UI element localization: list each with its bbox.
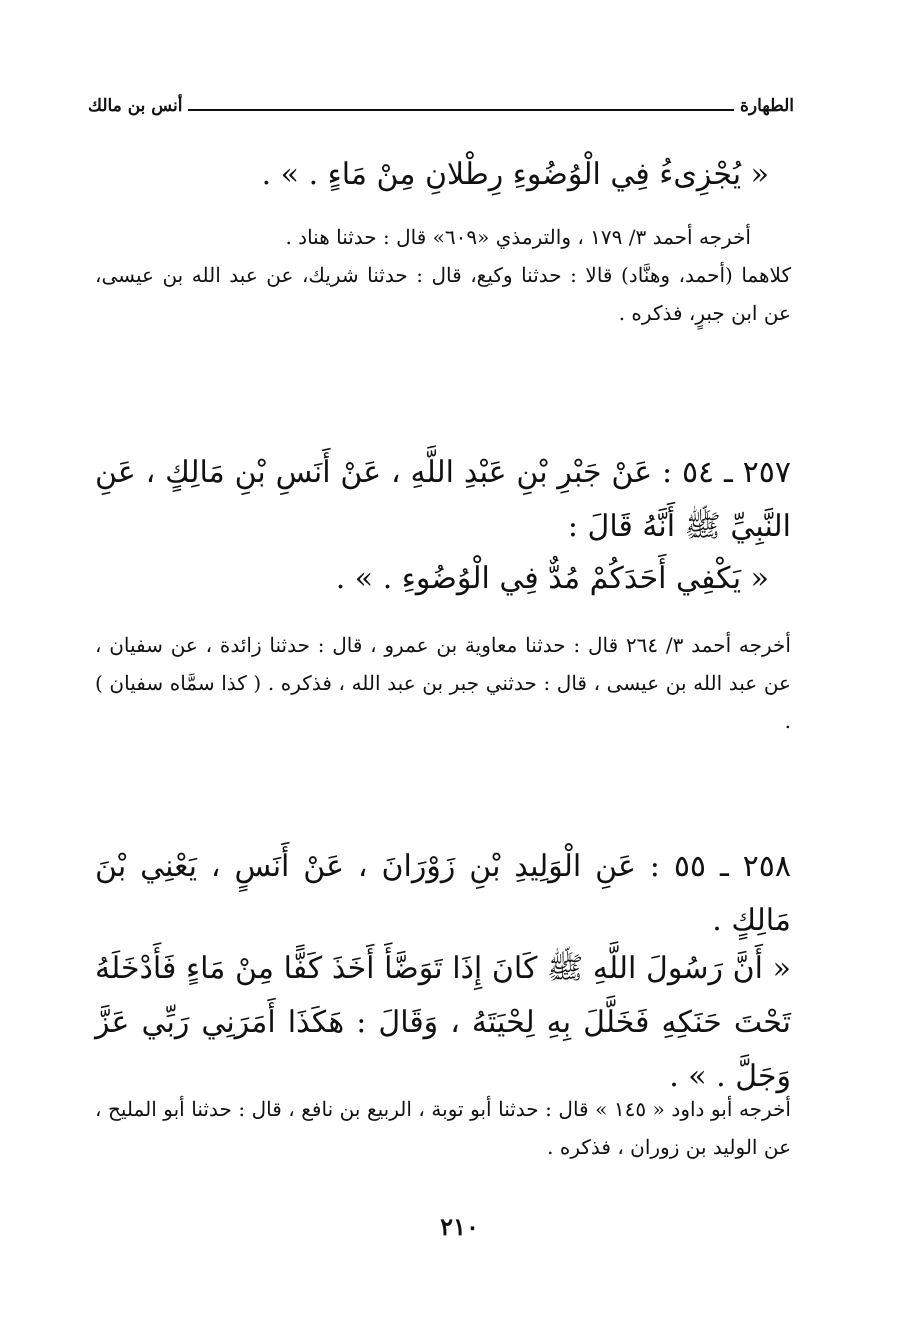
header-narrator: أنس بن مالك	[88, 96, 183, 116]
takhrij-258: أخرجه أبو داود « ١٤٥ » قال : حدثنا أبو توبة ، الربيع بن نافع ، قال : حدثنا أبو المليح ، عن الوليد بن زوران ، فذكره .	[95, 1097, 791, 1159]
hadith-intro-257: ٢٥٧ ـ ٥٤ : عَنْ جَبْرِ بْنِ عَبْدِ اللَّهِ ، عَنْ أَنَسِ بْنِ مَالِكٍ ، عَنِ النَّبِيِّ ﷺ أَنَّهُ قَالَ :	[95, 455, 791, 544]
page-number: ٢١٠	[440, 1212, 479, 1241]
takhrij-257: أخرجه أحمد ٣/ ٢٦٤ قال : حدثنا معاوية بن عمرو ، قال : حدثنا زائدة ، عن سفيان ، عن عبد الله بن عيسى ، قال : حدثني جبر بن عبد الله ، فذكره . ( كذا سمَّاه سفيان ) .	[95, 633, 791, 733]
header-chapter: الطهارة	[740, 96, 794, 116]
hadith-quote-258: « أَنَّ رَسُولَ اللَّهِ ﷺ كَانَ إِذَا تَوَضَّأَ أَخَذَ كَفًّا مِنْ مَاءٍ فَأَدْخَلَهُ تَحْتَ حَنَكِهِ فَخَلَّلَ بِهِ لِحْيَتَهُ ، وَقَالَ : هَكَذَا أَمَرَنِي رَبِّي عَزَّ وَجَلَّ . » .	[95, 951, 791, 1094]
hadith-quote-1: « يُجْزِىءُ فِي الْوُضُوءِ رِطْلانِ مِنْ مَاءٍ . » .	[261, 157, 769, 192]
takhrij-1	[95, 218, 791, 332]
takhrij-1-line-1: أخرجه أحمد ٣/ ١٧٩ ، والترمذي «٦٠٩» قال : حدثنا هناد .	[285, 225, 751, 249]
hadith-intro-258: ٢٥٨ ـ ٥٥ : عَنِ الْوَلِيدِ بْنِ زَوْرَانَ ، عَنْ أَنَسٍ ، يَعْنِي بْنَ مَالِكٍ .	[95, 849, 791, 938]
hadith-quote-257: « يَكْفِي أَحَدَكُمْ مُدٌّ فِي الْوُضُوءِ . » .	[335, 561, 769, 596]
takhrij-1-line-2: كلاهما (أحمد، وهنَّاد) قالا : حدثنا وكيع، قال : حدثنا شريك، عن عبد الله بن عيسى، عن ابن جبرٍ، فذكره .	[95, 263, 791, 325]
running-header	[88, 86, 794, 116]
header-rule	[188, 109, 734, 111]
